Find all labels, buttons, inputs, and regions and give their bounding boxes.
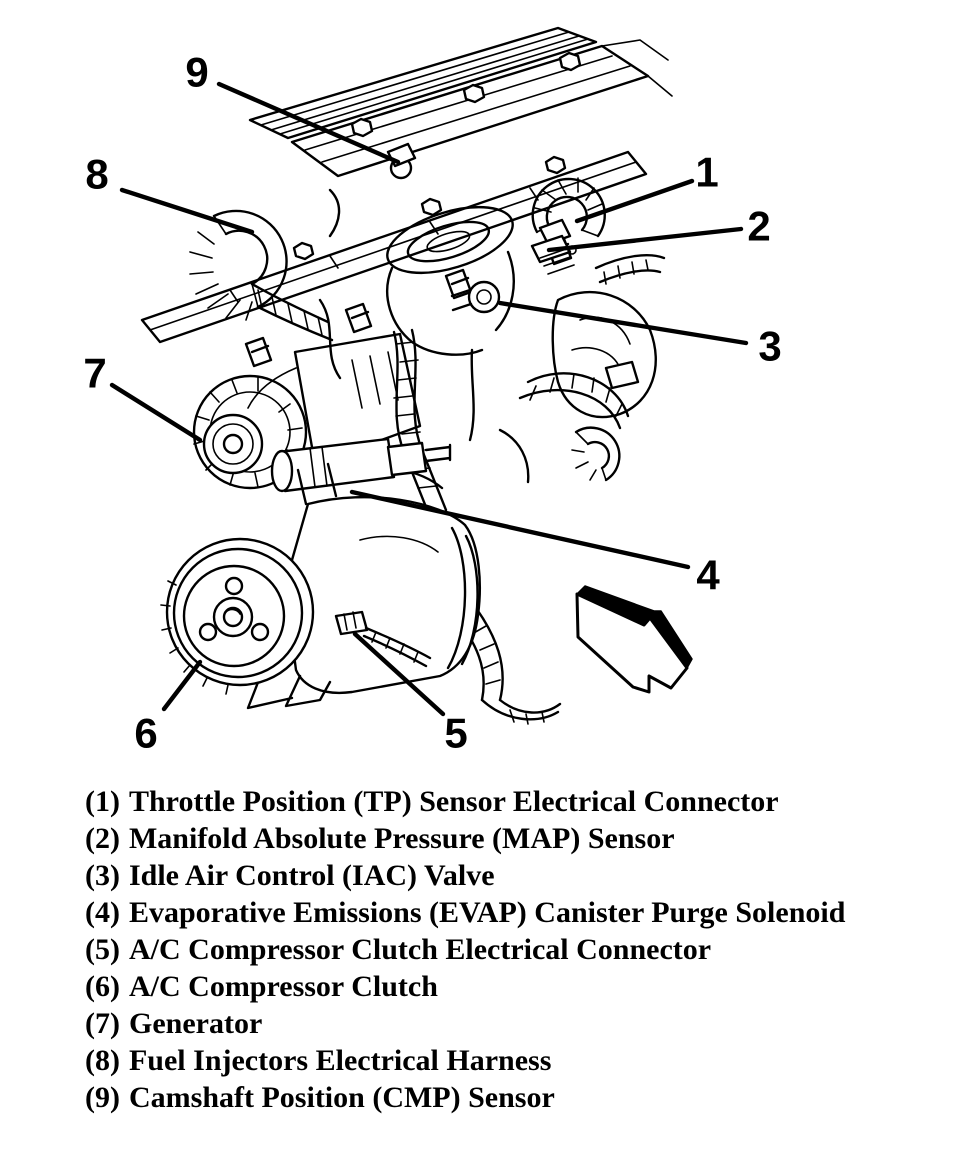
callout-number-2: 2 [747, 202, 771, 250]
legend-item-6 [85, 968, 845, 1005]
legend-item-number: (8) [85, 1044, 120, 1077]
legend-item-9 [85, 1079, 845, 1116]
callout-number-8: 8 [85, 150, 109, 198]
legend [85, 783, 845, 1116]
direction-arrow [577, 586, 692, 692]
callout-number-9: 9 [185, 48, 209, 96]
leader-line-6 [164, 662, 200, 709]
legend-item-number: (2) [85, 822, 120, 855]
callout-number-3: 3 [758, 322, 782, 370]
legend-item-text: Generator [128, 1007, 263, 1040]
leader-line-2 [549, 229, 741, 250]
legend-item-text: Evaporative Emissions (EVAP) Canister Purge Solenoid [128, 896, 846, 929]
leader-line-7 [112, 385, 200, 440]
legend-item-number: (7) [85, 1007, 120, 1040]
legend-item-8 [85, 1042, 845, 1079]
legend-item-text: A/C Compressor Clutch [128, 970, 438, 1003]
legend-item-3 [85, 857, 845, 894]
legend-item-text: A/C Compressor Clutch Electrical Connector [128, 933, 712, 966]
legend-item-5 [85, 931, 845, 968]
callout-number-1: 1 [695, 148, 719, 196]
legend-item-2 [85, 820, 845, 857]
legend-item-number: (4) [85, 896, 120, 929]
legend-item-number: (5) [85, 933, 120, 966]
legend-item-text: Manifold Absolute Pressure (MAP) Sensor [128, 822, 675, 855]
callout-number-5: 5 [444, 709, 468, 757]
legend-item-text: Camshaft Position (CMP) Sensor [128, 1081, 555, 1114]
legend-item-text: Fuel Injectors Electrical Harness [128, 1044, 552, 1077]
callout-number-7: 7 [83, 349, 107, 397]
legend-item-number: (3) [85, 859, 120, 892]
leader-line-3 [500, 303, 746, 343]
callout-number-4: 4 [696, 551, 720, 599]
tp-sensor-connector [533, 178, 605, 244]
legend-item-1 [85, 783, 845, 820]
leader-line-1 [577, 181, 692, 221]
valve-cover [250, 28, 672, 176]
legend-item-number: (1) [85, 785, 120, 818]
ac-clutch-pulley [161, 539, 313, 694]
legend-item-number: (9) [85, 1081, 120, 1114]
legend-item-text: Idle Air Control (IAC) Valve [128, 859, 495, 892]
legend-item-4 [85, 894, 845, 931]
legend-item-7 [85, 1005, 845, 1042]
fuel-injector-harness [190, 211, 332, 340]
legend-item-text: Throttle Position (TP) Sensor Electrical Connector [128, 785, 779, 818]
legend-item-number: (6) [85, 970, 120, 1003]
callout-number-6: 6 [134, 709, 158, 757]
